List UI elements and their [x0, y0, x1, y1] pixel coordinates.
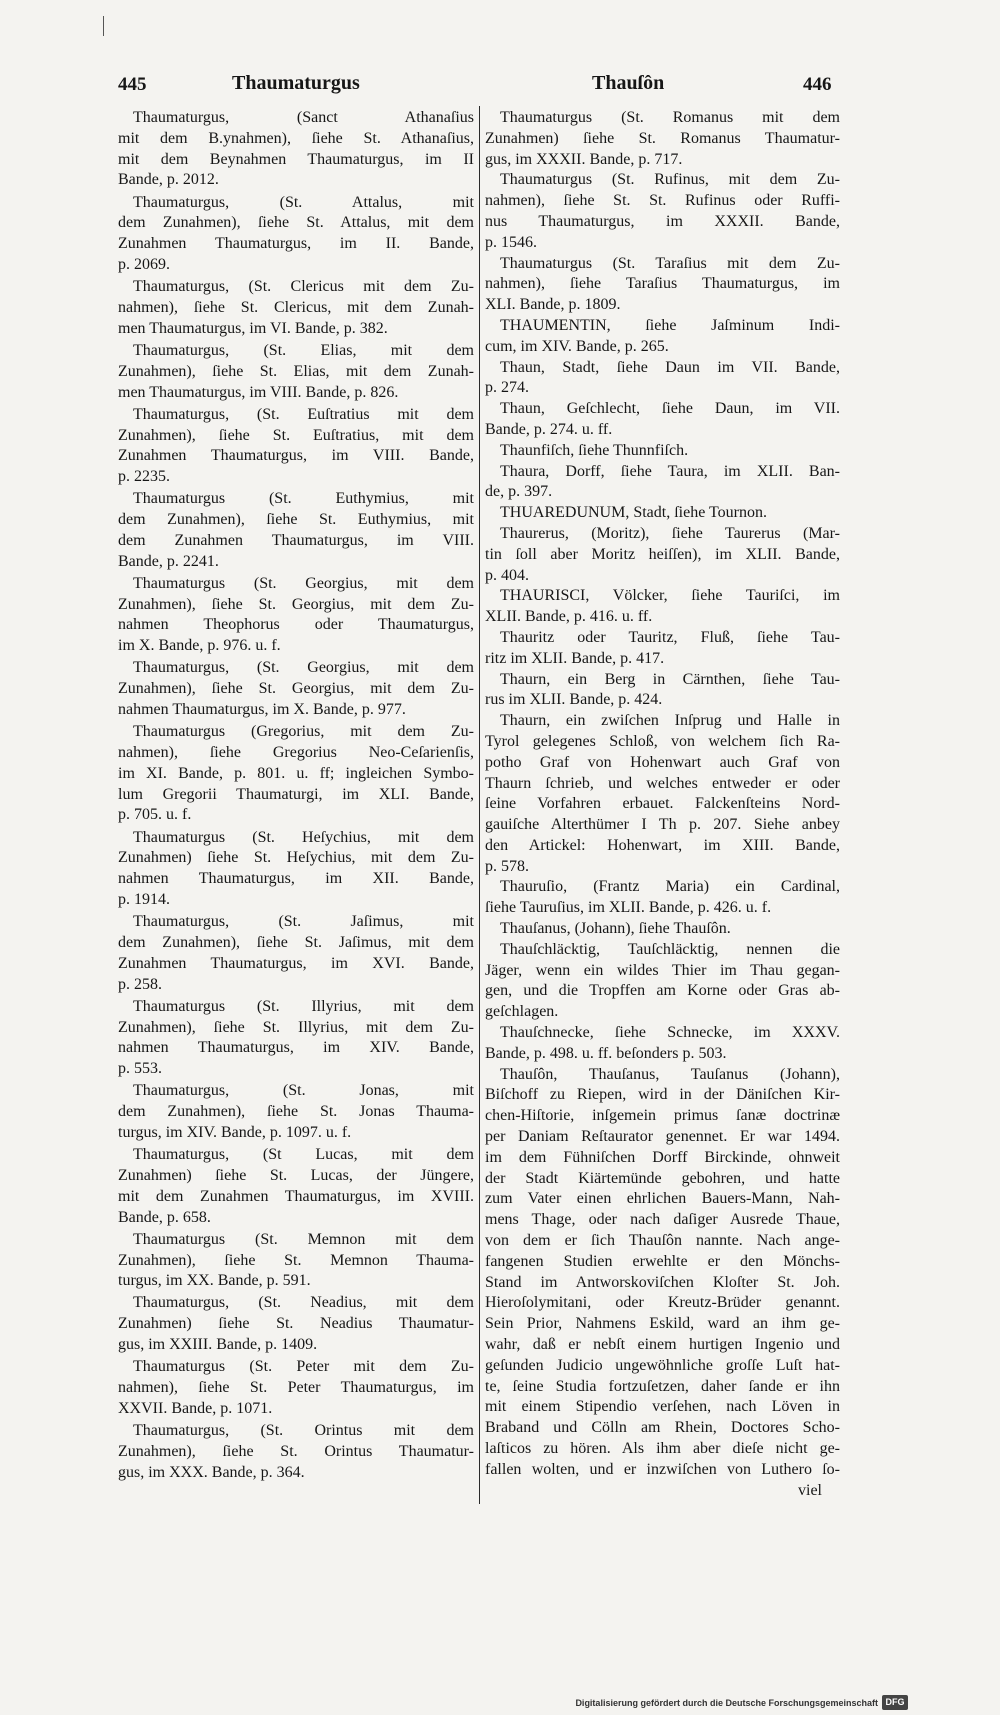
entry-start-line: Thaumaturgus, (St. Georgius, mit dem — [133, 659, 474, 677]
text-line: zum Vater einen ehrlichen Bauers-Mann, Nah- — [485, 1190, 840, 1208]
text-line: Zunahmen), ſiehe St. Orintus Thaumatur- — [118, 1442, 474, 1460]
page-number-right: 446 — [803, 74, 832, 95]
text-line: men Thaumaturgus, im VI. Bande, p. 382. — [118, 319, 388, 337]
entry-start-line: THAURISCI, Völcker, ſiehe Tauriſci, im — [500, 587, 840, 605]
entry-start-line: Thaumaturgus, (St. Euſtratius mit dem — [133, 405, 474, 423]
text-line: p. 258. — [118, 975, 162, 993]
text-line: Bande, p. 2241. — [118, 552, 219, 570]
text-line: Zunahmen Thaumaturgus, im II. Bande, — [118, 235, 474, 253]
text-line: p. 274. — [485, 379, 529, 397]
entry-start-line: Thaumaturgus (St. Georgius, mit dem — [133, 574, 474, 592]
text-line: p. 404. — [485, 566, 529, 584]
entry-start-line: Thaumaturgus (St. Memnon mit dem — [133, 1230, 474, 1248]
text-line: Bande, p. 658. — [118, 1208, 211, 1226]
text-line: Braband und Cölln am Rhein, Doctores Scho- — [485, 1419, 840, 1437]
text-line: Zunahmen) ſiehe St. Neadius Thaumatur- — [118, 1315, 474, 1333]
text-line: mit einem Stipendio verſehen, nach Löven in — [485, 1398, 840, 1416]
text-line: Bande, p. 274. u. ff. — [485, 420, 613, 438]
text-line: gen, und die Tropffen am Korne oder Gras ab- — [485, 982, 840, 1000]
text-line: Hieroſolymitani, oder Kreutz-Brüder genannt. — [485, 1294, 840, 1312]
text-line: nahmen), ſiehe St. Peter Thaumaturgus, im — [118, 1379, 474, 1397]
entry-start-line: Thaurerus, (Moritz), ſiehe Taurerus (Mar- — [500, 524, 840, 542]
entry-start-line: Thaumaturgus, (St. Elias, mit dem — [133, 341, 474, 359]
text-line: Zunahmen), ſiehe St. Georgius, mit dem Zu- — [118, 595, 474, 613]
text-line: de, p. 397. — [485, 483, 553, 501]
text-line: Bande, p. 498. u. ff. beſonders p. 503. — [485, 1044, 727, 1062]
text-line: cum, im XIV. Bande, p. 265. — [485, 337, 669, 355]
digitization-credit: Digitalisierung gefördert durch die Deutsche Forschungsgemeinschaft — [575, 1698, 878, 1708]
column-divider — [479, 106, 480, 1504]
text-line: gauiſche Alterthümer I Th p. 207. Siehe anbey — [485, 816, 840, 834]
entry-start-line: Thaumaturgus (St. Euthymius, mit — [133, 490, 474, 508]
text-line: dem Zunahmen), ſiehe St. Euthymius, mit — [118, 511, 474, 529]
text-line: fangenen Studien erwehlte er den Mönchs- — [485, 1252, 840, 1270]
entry-start-line: THUAREDUNUM, Stadt, ſiehe Tournon. — [500, 504, 768, 522]
text-line: p. 2235. — [118, 468, 170, 486]
entry-start-line: Thaumaturgus (St. Rufinus, mit dem Zu- — [500, 171, 840, 189]
entry-start-line: Thaumaturgus (St. Heſychius, mit dem — [133, 828, 474, 846]
text-line: Bande, p. 2012. — [118, 171, 219, 189]
text-line: fallen wolten, und er inzwiſchen von Luthero ſo- — [485, 1460, 840, 1478]
text-line: potho Graf von Hohenwart auch Graf von — [485, 753, 840, 771]
entry-start-line: Thauſanus, (Johann), ſiehe Thauſôn. — [500, 920, 731, 938]
entry-start-line: Thauſchnecke, ſiehe Schnecke, im XXXV. — [500, 1024, 840, 1042]
text-line: nahmen Thaumaturgus, im X. Bande, p. 977. — [118, 701, 406, 719]
text-line: den Artickel: Hohenwart, im XIII. Bande, — [485, 836, 840, 854]
text-line: p. 705. u. f. — [118, 806, 192, 824]
text-line: Zunahmen), ſiehe St. Euſtratius, mit dem — [118, 426, 474, 444]
entry-start-line: Thaumaturgus, (St. Clericus mit dem Zu- — [133, 278, 474, 296]
text-line: Zunahmen Thaumaturgus, im VIII. Bande, — [118, 447, 474, 465]
text-line: gus, im XXIII. Bande, p. 1409. — [118, 1336, 318, 1354]
text-line: geſchlagen. — [485, 1003, 559, 1021]
entry-start-line: Thauſôn, Thauſanus, Tauſanus (Johann), — [500, 1065, 840, 1083]
text-line: Zunahmen) ſiehe St. Heſychius, mit dem Zu- — [118, 849, 474, 867]
entry-start-line: Thaumaturgus, (St. Attalus, mit — [133, 193, 474, 211]
text-line: men Thaumaturgus, im VIII. Bande, p. 826. — [118, 383, 399, 401]
text-line: mit dem Beynahmen Thaumaturgus, im II — [118, 150, 474, 168]
text-line: Stand im Antworskoviſchen Kloſter St. Joh. — [485, 1273, 840, 1291]
entry-start-line: Thaumaturgus, (St. Orintus mit dem — [133, 1422, 474, 1440]
text-line: ritz im XLII. Bande, p. 417. — [485, 649, 665, 667]
catchword: viel — [798, 1481, 822, 1499]
text-line: p. 578. — [485, 857, 529, 875]
entry-start-line: Thaun, Geſchlecht, ſiehe Daun, im VII. — [500, 400, 840, 418]
text-line: nahmen Thaumaturgus, im XII. Bande, — [118, 870, 474, 888]
text-line: Zunahmen Thaumaturgus, im XVI. Bande, — [118, 954, 474, 972]
text-line: nahmen Thaumaturgus, im XIV. Bande, — [118, 1039, 474, 1057]
text-line: dem Zunahmen), ſiehe St. Jonas Thauma- — [118, 1103, 474, 1121]
entry-start-line: Thaumaturgus (St. Taraſius mit dem Zu- — [500, 254, 840, 272]
text-line: lum Gregorii Thaumaturgi, im XLI. Bande, — [118, 785, 474, 803]
entry-start-line: Thaurn, ein Berg in Cärnthen, ſiehe Tau- — [500, 670, 840, 688]
page-number-left: 445 — [118, 74, 147, 95]
text-line: mit dem Zunahmen Thaumaturgus, im XVIII. — [118, 1187, 474, 1205]
text-line: Zunahmen), ſiehe St. Memnon Thauma- — [118, 1251, 474, 1269]
text-line: Zunahmen) ſiehe St. Romanus Thaumatur- — [485, 129, 840, 147]
text-line: Biſchoff zu Riepen, wird in der Däniſchen Kir- — [485, 1086, 840, 1104]
left-column — [118, 108, 474, 1483]
text-line: Zunahmen), ſiehe St. Georgius, mit dem Zu- — [118, 680, 474, 698]
entry-start-line: Thaurn, ein zwiſchen Inſprug und Halle in — [500, 712, 840, 730]
entry-start-line: Thaura, Dorff, ſiehe Taura, im XLII. Ban- — [500, 462, 840, 480]
text-line: nahmen), ſiehe Taraſius Thaumaturgus, im — [485, 275, 840, 293]
entry-start-line: Thaumaturgus, (St. Jonas, mit — [133, 1082, 474, 1100]
scan-mark — [103, 16, 104, 36]
text-line: dem Zunahmen), ſiehe St. Attalus, mit dem — [118, 214, 474, 232]
entry-start-line: Thauritz oder Tauritz, Fluß, ſiehe Tau- — [500, 628, 840, 646]
text-line: Zunahmen), ſiehe St. Elias, mit dem Zunah- — [118, 362, 474, 380]
text-line: mit dem B.ynahmen), ſiehe St. Athanaſius, — [118, 129, 474, 147]
text-line: turgus, im XIV. Bande, p. 1097. u. f. — [118, 1123, 352, 1141]
text-line: geſunden Judicio ungewöhnliche groſſe Luſt hat- — [485, 1356, 840, 1374]
text-line: p. 1546. — [485, 233, 537, 251]
text-line: dem Zunahmen Thaumaturgus, im VIII. — [118, 531, 474, 549]
entry-start-line: Thaumaturgus, (St Lucas, mit dem — [133, 1146, 474, 1164]
entry-start-line: THAUMENTIN, ſiehe Jaſminum Indi- — [500, 316, 840, 334]
text-line: te, ſeine Studia fortzuſetzen, daher ſande er ihn — [485, 1377, 840, 1395]
entry-start-line: Thauruſio, (Frantz Maria) ein Cardinal, — [500, 878, 840, 896]
text-line: Zunahmen), ſiehe St. Illyrius, mit dem Zu- — [118, 1018, 474, 1036]
entry-start-line: Thaumaturgus (St. Peter mit dem Zu- — [133, 1358, 474, 1376]
text-line: ſiehe Tauruſius, im XLII. Bande, p. 426. u. f. — [485, 899, 772, 917]
entry-start-line: Thaumaturgus (St. Illyrius, mit dem — [133, 997, 474, 1015]
text-line: nus Thaumaturgus, im XXXII. Bande, — [485, 212, 840, 230]
text-line: nahmen), ſiehe Gregorius Neo-Ceſarienſis, — [118, 744, 474, 762]
entry-start-line: Thaumaturgus (St. Romanus mit dem — [500, 109, 840, 126]
entry-start-line: Thaumaturgus, (Sanct Athanaſius — [133, 109, 474, 126]
text-line: nahmen), ſiehe St. St. Rufinus oder Ruffi- — [485, 192, 840, 210]
text-line: gus, im XXX. Bande, p. 364. — [118, 1463, 305, 1481]
running-head-left: Thaumaturgus — [232, 72, 360, 94]
text-line: p. 553. — [118, 1060, 162, 1078]
entry-start-line: Thauſchläcktig, Tauſchläcktig, nennen die — [500, 940, 840, 958]
text-line: Zunahmen) ſiehe St. Lucas, der Jüngere, — [118, 1166, 474, 1184]
text-line: p. 2069. — [118, 255, 170, 273]
text-line: Tyrol gelegenes Schloß, von welchem ſich Ra- — [485, 732, 840, 750]
text-line: p. 1914. — [118, 891, 170, 908]
text-line: XLI. Bande, p. 1809. — [485, 296, 621, 314]
text-line: gus, im XXXII. Bande, p. 717. — [485, 150, 683, 168]
running-head-right: Thauſôn — [592, 72, 665, 94]
text-line: ſeine Vorfahren erbauet. Falckenſteins Nord- — [485, 795, 840, 813]
right-column — [485, 108, 840, 1501]
text-line: tin ſoll aber Moritz heiſſen), im XLII. Bande, — [485, 545, 840, 563]
text-line: Sein Prior, Nahmens Eskild, ward an ihm ge- — [485, 1315, 840, 1333]
text-line: nahmen Theophorus oder Thaumaturgus, — [118, 616, 474, 634]
dfg-logo: DFG — [882, 1695, 908, 1710]
entry-start-line: Thaunfiſch, ſiehe Thunnfiſch. — [500, 441, 689, 459]
entry-start-line: Thaumaturgus, (St. Jaſimus, mit — [133, 913, 474, 931]
text-line: chen-Hiſtorie, inſgemein primus ſanæ doctrinæ — [485, 1107, 840, 1125]
text-line: im dem Fühniſchen Dorff Birckinde, ohnweit — [485, 1148, 840, 1166]
text-line: im XI. Bande, p. 801. u. ff; ingleichen Symbo- — [118, 764, 474, 782]
text-line: von dem er ſich Thauſôn nannte. Nach ange- — [485, 1232, 840, 1250]
text-line: mens Thage, oder nach daſiger Ausrede Thaue, — [485, 1211, 840, 1229]
text-line: rus im XLII. Bande, p. 424. — [485, 691, 663, 709]
text-line: Jäger, wenn ein wildes Thier im Thau gegan- — [485, 961, 840, 979]
text-line: XLII. Bande, p. 416. u. ff. — [485, 608, 653, 626]
text-line: XXVII. Bande, p. 1071. — [118, 1399, 273, 1417]
text-line: Thaurn ſchrieb, und welches entweder er oder — [485, 774, 840, 792]
text-line: turgus, im XX. Bande, p. 591. — [118, 1272, 311, 1290]
entry-start-line: Thaun, Stadt, ſiehe Daun im VII. Bande, — [500, 358, 840, 376]
text-line: dem Zunahmen), ſiehe St. Jaſimus, mit dem — [118, 933, 474, 951]
text-line: wahr, daß er nebſt einem hurtigen Ingenio und — [485, 1336, 840, 1354]
text-line: im X. Bande, p. 976. u. f. — [118, 637, 281, 655]
text-line: per Daniam Reſtaurator genennet. Er war 1494. — [485, 1128, 840, 1146]
text-line: der Stadt Kiärtemünde gebohren, und hatte — [485, 1169, 840, 1187]
text-line: laſticos zu hören. Als ihm aber dieſe nicht ge- — [485, 1440, 840, 1457]
entry-start-line: Thaumaturgus, (St. Neadius, mit dem — [133, 1294, 474, 1312]
entry-start-line: Thaumaturgus (Gregorius, mit dem Zu- — [133, 723, 474, 741]
text-line: nahmen), ſiehe St. Clericus, mit dem Zunah- — [118, 298, 474, 316]
